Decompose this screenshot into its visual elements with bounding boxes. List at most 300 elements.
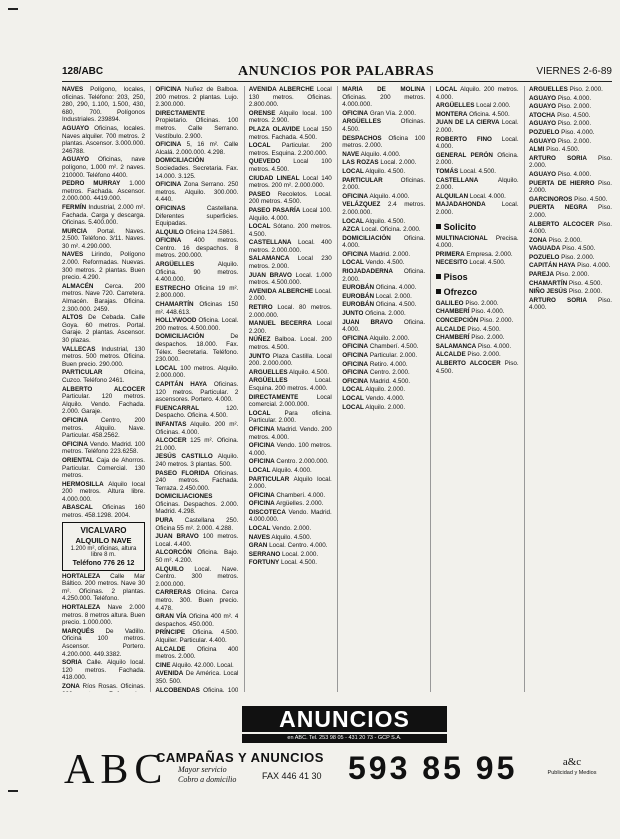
- ad-text: Piso. 2.000.: [529, 204, 612, 219]
- classified-ad: [62, 228, 145, 251]
- campaign-line-2: Cobro a domicilio: [178, 775, 237, 784]
- ad-keyword: NAVES: [62, 251, 84, 259]
- ad-text: Alquilo. 200 m². Oficinas. 4.000.: [155, 420, 239, 436]
- ad-keyword: SALAMANCA: [435, 342, 477, 350]
- ad-keyword: POZUELO: [529, 128, 560, 136]
- ad-text: Piso. 4.000.: [559, 128, 595, 136]
- ad-keyword: OFICINA: [342, 369, 369, 377]
- ad-text: Local. 2.000.: [378, 159, 417, 167]
- classified-ad: [155, 301, 238, 316]
- ad-keyword: LOCAL: [342, 217, 364, 225]
- ad-text: Piso. 2.000.: [567, 86, 603, 93]
- page-number: 128/ABC: [62, 66, 104, 77]
- page-header: [62, 66, 612, 80]
- ad-column: [62, 86, 145, 692]
- agency-logo: a&c: [562, 756, 582, 768]
- ad-keyword: LOCAL: [248, 466, 271, 474]
- classified-ad: [155, 629, 238, 644]
- classified-ad: [249, 304, 332, 319]
- classified-ad: [249, 442, 332, 457]
- ad-keyword: ARTURO SORIA: [529, 296, 587, 304]
- ad-text: Oficina 400 m². 4 despachos. 450.000.: [155, 613, 239, 628]
- ad-text: Para oficina. Particular. 2.000.: [248, 409, 332, 425]
- ad-keyword: ALCOBENDAS: [155, 686, 200, 692]
- ad-keyword: AGUAYO: [529, 170, 557, 178]
- classified-ad: [436, 102, 519, 110]
- classified-ad: [155, 141, 238, 156]
- classified-ad: [436, 317, 519, 325]
- ad-text: Oficina. 2.000.: [435, 151, 519, 167]
- ad-keyword: OFICINA: [155, 141, 182, 149]
- ad-text: Alquilo local. 100 metros. 2.900.: [248, 109, 332, 125]
- ad-text: 2.4 metros. 2.000.000.: [342, 201, 426, 216]
- ad-text: Oficina. 100: [203, 686, 239, 692]
- classified-ad: [155, 205, 238, 228]
- classified-ad: [155, 405, 238, 420]
- ad-keyword: NAVES: [62, 86, 84, 93]
- anuncios-banner-subtitle: en ABC. Tel. 253 98 05 - 431 20 73 - GCP S.A.: [242, 734, 447, 743]
- classified-ad: [155, 437, 238, 452]
- ad-text: Empresa. 2.000.: [464, 250, 513, 258]
- ad-text: Piso. 4.000.: [529, 296, 612, 312]
- classified-ad: [249, 320, 332, 335]
- ad-text: Piso. 4.000.: [556, 170, 592, 178]
- classified-ad: [155, 110, 238, 140]
- ad-keyword: VELÁZQUEZ: [342, 201, 381, 209]
- ad-keyword: AGUAYO: [529, 120, 557, 128]
- issue-date: VIERNES 2-6-89: [536, 66, 612, 77]
- ad-text: Piso. 4.500.: [435, 360, 519, 375]
- classified-ad: [436, 119, 519, 134]
- ad-keyword: MARÍA DE MOLINA: [342, 86, 426, 93]
- ad-keyword: OFICINA: [62, 416, 88, 424]
- classified-ad: [249, 559, 332, 567]
- ad-keyword: PRÍNCIPE: [155, 629, 186, 637]
- ad-keyword: PAREJA: [529, 271, 555, 279]
- ad-keyword: POZUELO: [529, 253, 560, 261]
- ad-text: Oficina. 4.500. Alquiler. Particular. 4.400.: [155, 629, 239, 644]
- classified-ad: [155, 687, 238, 692]
- ad-column: [436, 86, 519, 692]
- classified-ad: [62, 251, 145, 281]
- ad-text: Vendo. 100 metros. 4.000.: [248, 442, 332, 457]
- ad-keyword: OFICINA: [342, 377, 369, 385]
- column-divider: [430, 86, 431, 692]
- classified-ad: [155, 517, 238, 532]
- classified-ad: [155, 421, 238, 436]
- classified-ad: [529, 196, 612, 204]
- classified-ad: [342, 378, 425, 386]
- ad-text: Oficina. Local. 200 metros. 4.500.000.: [155, 317, 239, 332]
- ad-text: Oficina. 2.000.: [342, 268, 426, 283]
- ad-keyword: ALCALDE: [435, 351, 466, 359]
- ad-text: Local. Oficina. 2.000.: [359, 226, 421, 234]
- classified-ad: [342, 268, 425, 283]
- ad-keyword: ZONA: [62, 682, 80, 690]
- classified-ad: [155, 533, 238, 548]
- ad-text: Oficinas. 200 metros. 4.000.000.: [342, 93, 426, 109]
- ad-text: Piso. 4.000.: [575, 262, 611, 270]
- ad-text: Alquilo. 4.500.: [270, 533, 312, 541]
- ad-keyword: ARGÜELLES: [248, 377, 288, 385]
- section-heading-label: Solicito: [443, 221, 477, 232]
- classified-ad: [249, 551, 332, 559]
- classified-ad: [249, 239, 332, 254]
- ad-text: Oficinas 160 metros. 458.1298. 2004.: [62, 504, 145, 520]
- ad-keyword: FORTUNY: [248, 559, 280, 567]
- ad-keyword: ZONA: [529, 236, 547, 244]
- ad-text: Local. 2.000.: [435, 119, 519, 134]
- classified-ad: [436, 326, 519, 334]
- ad-text: Local. 1.000 metros. 4.500.000.: [248, 271, 332, 287]
- classified-ad: [62, 386, 145, 416]
- ad-keyword: DIRECTAMENTE: [248, 393, 299, 401]
- campaign-line-1: Mayor servicio: [178, 765, 227, 774]
- ad-keyword: HOLLYWOOD: [155, 317, 197, 325]
- classified-ad: [342, 369, 425, 377]
- ad-keyword: MULTINACIONAL: [435, 234, 488, 242]
- classified-ad: [249, 500, 332, 508]
- classified-ad: [155, 381, 238, 404]
- ad-keyword: VALLECAS: [62, 345, 96, 353]
- ad-text: Castellana 250. Oficina 55 m². 2.000. 4.288.: [155, 517, 239, 532]
- ad-keyword: NIÑO JESÚS: [529, 288, 568, 296]
- classified-ad: [62, 441, 145, 456]
- classified-ad: [342, 259, 425, 267]
- ad-text: Oficina. 4.500.: [467, 110, 510, 118]
- classified-ad: [436, 351, 519, 359]
- ad-text: Madrid. Vendo. 200 metros. 4.000.: [248, 425, 332, 441]
- ad-text: Nuñez de Balboa. 200 metros. 2 plantas. Lujo. 2.300.000.: [155, 86, 239, 109]
- ad-text: Caja de Ahorros. Particular. Comercial. 130 metros.: [62, 456, 145, 480]
- ad-column: [249, 86, 332, 692]
- ad-keyword: DOMICILIACIÓN: [155, 157, 205, 165]
- classified-ad: [155, 613, 238, 628]
- classified-ad: [62, 504, 145, 519]
- ad-column: [342, 86, 425, 692]
- ad-text: Recoletos. Local. 200 metros. 4.500.: [248, 190, 332, 206]
- ad-keyword: QUEVEDO: [248, 158, 281, 166]
- ad-keyword: SALAMANCA: [248, 255, 290, 263]
- ad-text: Centro. 2.000.000.: [274, 458, 329, 466]
- ad-keyword: PEDRO MURRAY: [62, 180, 121, 188]
- ad-text: Alquilo. 4.500.: [363, 217, 406, 225]
- classified-ad: [436, 86, 519, 101]
- classified-ad: [342, 395, 425, 403]
- classified-ad: [249, 86, 332, 109]
- ad-keyword: ARGÜELLES: [435, 102, 475, 110]
- classified-ad: [249, 272, 332, 287]
- ad-text: Oficina. 4.000.: [342, 234, 426, 250]
- ad-text: Local 230 metros. 2.000.: [248, 255, 332, 271]
- classified-ad: [62, 573, 145, 603]
- ad-text: Madrid. 2.000.: [368, 250, 411, 258]
- ad-text: Vendo. 4.000.: [363, 394, 405, 402]
- ad-keyword: JUNTO: [248, 352, 271, 360]
- ad-keyword: CAPITÁN HAYA: [155, 380, 207, 388]
- ad-text: Industrial, 130 metros. 500 metros. Oficina. Buen precio. 290.000.: [62, 345, 145, 368]
- ad-keyword: CONCEPCIÓN: [435, 317, 479, 325]
- ad-text: Piso. 4.500.: [572, 195, 608, 203]
- classified-ad: [529, 221, 612, 236]
- ad-keyword: CHAMARTÍN: [155, 301, 194, 309]
- ad-text: Zona Serrano. 250 metros. Alquilo. 300.000. 4.440.: [155, 181, 239, 204]
- ad-text: Castellana. Diferentes superficies. Equipadas.: [155, 204, 239, 228]
- ad-text: Gran Vía. 2.000.: [368, 109, 417, 117]
- ad-keyword: OFICINA: [342, 334, 369, 342]
- ad-keyword: DOMICILIACIÓN: [342, 234, 391, 242]
- classified-ad: [529, 271, 612, 279]
- classified-ad: [62, 204, 145, 227]
- ad-keyword: PLAZA OLAVIDE: [248, 125, 301, 133]
- ad-text: Local 130 metros. Oficinas. 2.800.000.: [248, 86, 332, 109]
- classified-ad: [529, 86, 612, 94]
- section-heading-label: Pisos: [443, 271, 468, 282]
- ad-text: Alquilo. 2.000.: [435, 176, 519, 192]
- classified-ad: [529, 171, 612, 179]
- classified-ad: [155, 261, 238, 284]
- ad-text: Piso. 2.000.: [463, 299, 499, 307]
- ad-keyword: DESPACHOS: [342, 134, 382, 142]
- ad-keyword: ARGÜELLES: [342, 118, 382, 126]
- ad-keyword: ALCORCÓN: [155, 549, 192, 557]
- ad-text: Piso. 2.000.: [469, 334, 505, 342]
- ad-keyword: PARTICULAR: [342, 176, 383, 184]
- ad-keyword: OFICINA: [342, 109, 369, 117]
- ad-keyword: OFICINA: [155, 86, 182, 93]
- ad-keyword: LAS ROZAS: [342, 159, 379, 167]
- ad-text: Oficina. 4.500.: [374, 301, 417, 309]
- ad-keyword: NÚÑEZ: [248, 336, 271, 344]
- classified-ad: [62, 346, 145, 369]
- ad-text: 100 metros. Local. 4.400.: [155, 533, 239, 548]
- classified-ad: [249, 394, 332, 409]
- ad-text: Alquilo. 200 metros. 4.000.: [435, 86, 519, 101]
- classified-ad: [529, 245, 612, 253]
- ad-keyword: CHAMBERÍ: [435, 334, 470, 342]
- ad-text: Piso. 2.000.: [546, 236, 582, 244]
- classified-ad: [155, 181, 238, 204]
- ad-keyword: AGUAYO: [62, 156, 90, 164]
- ad-keyword: OFICINA: [155, 181, 182, 189]
- ad-keyword: LOCAL: [248, 409, 271, 417]
- classified-ad: [62, 417, 145, 440]
- ad-text: Alquilo local 200 metros. Altura libre. 4.000.000.: [62, 480, 145, 503]
- ad-text: Alquilo. 2.000.: [363, 386, 406, 394]
- ad-text: Alquilo. 240 metros. 3 plantas. 500.: [155, 453, 239, 468]
- ad-text: Piso. 2.000.: [554, 271, 590, 279]
- classified-ad: [436, 152, 519, 167]
- classified-ad: [436, 308, 519, 316]
- classified-ad: [529, 180, 612, 195]
- ad-text: Local. 400 metros. 2.000.000.: [248, 239, 332, 254]
- classified-ad: [62, 628, 145, 658]
- ad-keyword: OFICINA: [248, 458, 275, 466]
- ad-text: Oficina. 4.000.: [342, 318, 426, 334]
- ad-keyword: FERMÍN: [62, 203, 87, 211]
- classified-ad: [436, 177, 519, 192]
- ad-keyword: INFANTAS: [155, 420, 187, 428]
- ad-text: Centro, 200 metros. Alquilo. Nave. Particular. 458.2562.: [62, 416, 145, 440]
- classified-ad: [529, 138, 612, 146]
- ad-text: Piso. 4.000.: [476, 342, 512, 350]
- ad-keyword: PASEO PASARÍA: [248, 206, 301, 214]
- ad-text: De Vadillo. Oficina 100 metros. Ascensor. Portero. 4.200.000. 449.3382.: [62, 627, 145, 658]
- ad-keyword: LOCAL: [248, 223, 271, 231]
- boxed-ad-line: ALQUILO NAVE: [75, 535, 132, 545]
- ad-keyword: ORIENTAL: [62, 456, 94, 464]
- ad-text: Polígono, locales, oficinas. Teléfono: 203, 250, 280, 290, 1.100, 1.500, 430, 680, 700. Polígonos Industriales. 239894.: [62, 86, 145, 124]
- ad-text: Local 2.000.: [474, 102, 511, 110]
- ad-keyword: LOCAL: [248, 142, 271, 150]
- ad-text: Oficinas. 240 metros. Fachada. Terraza. 2.450.000.: [155, 469, 239, 492]
- classified-ad: [529, 204, 612, 219]
- ad-keyword: MURCIA: [62, 227, 88, 235]
- classified-ad: [342, 361, 425, 369]
- ad-text: Lirindo, Polígono 2.000. Reformadas. Nuevas. 300 metros. 2 plantas. Buen precio. 4.290.: [62, 251, 145, 282]
- classified-ad: [155, 285, 238, 300]
- ad-keyword: JUAN BRAVO: [248, 271, 292, 279]
- ad-keyword: AGUAYO: [62, 124, 90, 132]
- classified-ad: [342, 151, 425, 159]
- classified-ad: [436, 193, 519, 201]
- classified-ad: [249, 410, 332, 425]
- ad-text: Oficina. 2.000.: [363, 310, 406, 318]
- ad-keyword: PUERTA DE HIERRO: [529, 179, 595, 187]
- classified-ad: [529, 146, 612, 154]
- classified-ad: [342, 118, 425, 133]
- classified-ad: [342, 352, 425, 360]
- ad-text: Calle Mar Báltico. 200 metros. Nave 30 m². Oficinas. 2 plantas. 4.250.000. Teléfono.: [62, 572, 145, 603]
- ad-text: Local 100 metros. 4.500.: [248, 158, 332, 173]
- classified-ad: [155, 662, 238, 670]
- ad-text: Nave 2.000 metros. 8 metros altura. Buen precio. 1.000.000.: [62, 604, 145, 627]
- ad-text: Piso. 2.000.: [556, 120, 592, 128]
- ad-text: Ríos Rosas. Oficinas.: [82, 682, 145, 690]
- ad-text: Vendo. 2.000.: [270, 525, 312, 533]
- ad-keyword: OFICINA: [342, 250, 369, 258]
- ad-text: Chamberí. 4.000.: [274, 491, 326, 499]
- classified-ad: [342, 177, 425, 192]
- ad-text: Alquilo. 4.500.: [287, 368, 329, 376]
- classified-ad: [62, 156, 145, 179]
- ad-text: Vendo. 4.500.: [363, 259, 405, 267]
- ad-text: Local. 80 metros. 2.000.000.: [248, 304, 332, 319]
- ad-keyword: JESÚS CASTILLO: [155, 453, 213, 461]
- ad-text: 5, 16 m². Calle Alcalá. 2.000.000. 4.298.: [155, 141, 239, 156]
- ad-keyword: AGUAYO: [529, 94, 557, 102]
- ad-text: 100 metros. Alquilo. 2.000.000.: [155, 364, 239, 380]
- ad-text: Oficinas. 120 metros. Particular. 2 ascensores. Portero. 4.000.: [155, 380, 239, 404]
- ad-text: Propietario. Oficinas. 100 metros. Calle Serrano. Vestíbulo. 2.900.: [155, 117, 239, 140]
- ad-text: Alquilo. Oficina. 90 metros. 4.400.000.: [155, 261, 239, 284]
- ad-keyword: ALMACÉN: [62, 282, 94, 290]
- ad-keyword: ALCALDE: [435, 325, 466, 333]
- ad-keyword: ALCOCER: [155, 437, 187, 445]
- classified-ad: [249, 207, 332, 222]
- ad-keyword: OFICINA: [248, 491, 275, 499]
- ad-text: Piso. 4.500.: [560, 245, 596, 253]
- ad-text: Alquilo. 4.000.: [368, 192, 410, 200]
- classified-ad: [249, 426, 332, 441]
- classified-ad: [436, 334, 519, 342]
- classified-ad: [62, 683, 145, 692]
- ad-text: Local. Esquina. 200 metros. 4.000.: [248, 377, 332, 392]
- ad-column: [529, 86, 612, 692]
- ad-keyword: LOCAL: [342, 259, 364, 267]
- classified-ad: [155, 493, 238, 516]
- ad-keyword: GARCINOROS: [529, 195, 573, 203]
- ad-text: 125 m². Oficina. 21.000.: [155, 437, 239, 452]
- classified-ad: [436, 136, 519, 151]
- classified-ad: [249, 476, 332, 491]
- ad-keyword: HERMOSILLA: [62, 480, 104, 488]
- ad-keyword: PURA: [155, 517, 174, 525]
- ad-keyword: RETIRO: [248, 304, 273, 312]
- classified-ad: [342, 226, 425, 234]
- ad-text: Cerca. 200 metros. Nave 720. Carretera. Almacén. Barajas. Oficina. 2.300.000. 2459.: [62, 282, 145, 313]
- ad-text: Argüelles. 2.000.: [274, 500, 324, 508]
- classified-ad: [342, 319, 425, 334]
- header-rule: [62, 81, 612, 82]
- classified-ad: [436, 300, 519, 308]
- ad-text: Local 100. Alquilo. 4.000.: [248, 206, 332, 222]
- ad-keyword: DOMICILIACIONES: [155, 493, 213, 501]
- ad-keyword: JUAN BRAVO: [342, 318, 393, 326]
- bullet-square-icon: [436, 274, 441, 279]
- ad-keyword: MONTERA: [435, 110, 468, 118]
- ad-text: Oficina 100 metros. 2.000.: [342, 134, 426, 150]
- ad-keyword: OFICINA: [342, 192, 369, 200]
- classified-ad: [155, 453, 238, 468]
- ad-text: Oficinas. 2.000.: [342, 176, 426, 192]
- ad-text: Piso. 4.000.: [529, 220, 612, 236]
- classified-ad: [342, 335, 425, 343]
- ad-text: Alquilo local. 2.000.: [248, 475, 332, 491]
- ad-text: 400 metros. Centro. 16 despachos. 8 metros. 200.000.: [155, 237, 239, 260]
- fax-number: FAX 446 41 30: [262, 771, 322, 781]
- ad-text: Oficina. Cerca metro. 300. Buen precio. 4.478.: [155, 589, 239, 612]
- classified-ad: [249, 126, 332, 141]
- classified-ad: [155, 237, 238, 260]
- column-divider: [337, 86, 338, 692]
- classified-ad: [62, 86, 145, 124]
- ad-keyword: ARGÜELLES: [529, 86, 568, 93]
- classified-ad: [62, 180, 145, 203]
- ad-keyword: OFICINA: [62, 440, 88, 448]
- classified-ad: [342, 159, 425, 167]
- ad-keyword: CIUDAD LINEAL: [248, 174, 300, 182]
- classified-ad: [62, 369, 145, 384]
- ad-keyword: NAVES: [248, 533, 271, 541]
- ad-keyword: AVENIDA ALBERCHE: [248, 86, 314, 93]
- ad-keyword: LOCAL: [342, 386, 364, 394]
- classified-ad: [249, 369, 332, 377]
- classified-ad: [155, 317, 238, 332]
- ad-text: Oficinas. 4.500.: [342, 118, 426, 133]
- ad-keyword: HORTALEZA: [62, 572, 101, 580]
- classified-ad: [155, 646, 238, 661]
- ad-keyword: LOCAL: [435, 86, 458, 93]
- ad-text: Local. 2.000.: [280, 550, 319, 558]
- classified-ad: [436, 343, 519, 351]
- ad-keyword: CINE: [155, 661, 171, 669]
- ad-keyword: VAGUADA: [529, 245, 561, 253]
- ad-keyword: PASEO FLORIDA: [155, 469, 210, 477]
- classified-ad: [249, 525, 332, 533]
- ad-text: Local. 4.000.: [435, 135, 519, 151]
- ad-text: Piso. 2.000.: [556, 137, 592, 145]
